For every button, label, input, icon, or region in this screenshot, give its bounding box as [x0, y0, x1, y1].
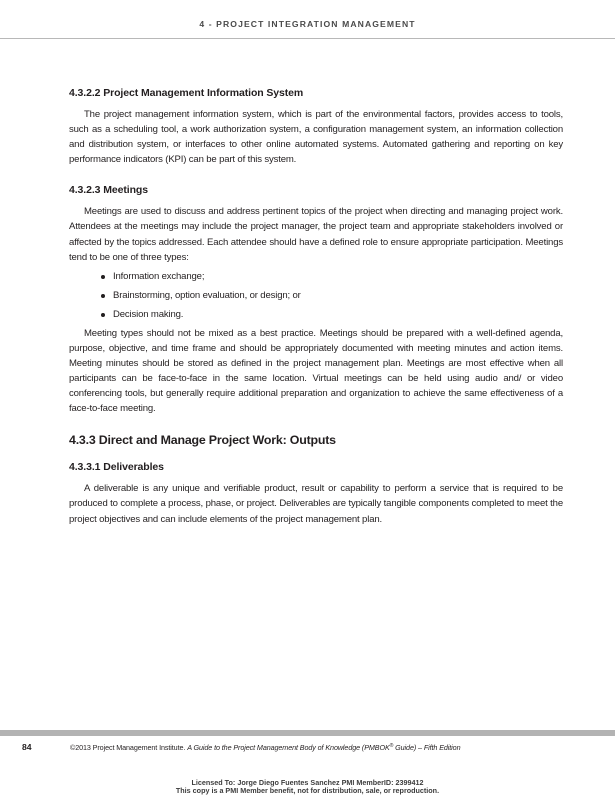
footer-divider	[0, 730, 615, 736]
paragraph-pmis: The project management information system, which is part of the environmental factors, provides access to tools, such as a scheduling tool, a work authorization system, a configuration management system, an information collection and distribution system, or interfaces to other online automated systems. Automated gathering and reporting on key performance indicators (KPI) can be part of this system.	[69, 109, 563, 166]
paragraph-deliverables: A deliverable is any unique and verifiable product, result or capability to perform a service that is required to be produced to complete a process, phase, or project. Deliverables are typically tangible components completed to meet the project objectives and can include elements of the project management plan.	[69, 483, 563, 525]
section-heading-outputs: 4.3.3 Direct and Manage Project Work: Outputs	[69, 433, 336, 448]
section-deliverables	[69, 460, 563, 526]
page-header	[0, 0, 615, 39]
page-number: 84	[22, 742, 32, 752]
section-meetings	[69, 183, 563, 416]
meeting-types-list	[69, 269, 563, 322]
copyright-title-text: A Guide to the Project Management Body of Knowledge (PMBOK	[187, 743, 390, 752]
copyright-title-suffix: Guide) – Fifth Edition	[393, 743, 461, 752]
paragraph-meetings-practice: Meeting types should not be mixed as a best practice. Meetings should be prepared with a well-defined agenda, purpose, objective, and time frame and should be appropriately documented with meeting minutes and action items. Meeting minutes should be stored as defined in the project management plan. Meetings are most effective when all participants can be face-to-face in the same location. Virtual meetings can be held using audio and/ or video conferencing tools, but generally require additional preparation and organization to achieve the same effectiveness of a face-to-face meeting.	[69, 327, 563, 415]
list-item-text: Information exchange;	[113, 270, 205, 282]
header-title: 4 - PROJECT INTEGRATION MANAGEMENT	[199, 19, 416, 29]
bullet-icon	[101, 275, 105, 279]
list-item	[101, 307, 563, 322]
section-heading-meetings: 4.3.2.3 Meetings	[69, 184, 148, 197]
license-notice	[0, 779, 615, 795]
list-item	[101, 269, 563, 284]
license-line-1: Licensed To: Jorge Diego Fuentes Sanchez PMI MemberID: 2399412	[191, 778, 424, 787]
bullet-icon	[101, 313, 105, 317]
section-heading-deliverables: 4.3.3.1 Deliverables	[69, 461, 164, 474]
list-item-text: Brainstorming, option evaluation, or design; or	[113, 289, 301, 301]
copyright-notice	[70, 743, 460, 752]
section-heading-pmis: 4.3.2.2 Project Management Information System	[69, 87, 304, 99]
license-line-2: This copy is a PMI Member benefit, not for distribution, sale, or reproduction.	[175, 786, 440, 795]
list-item	[101, 288, 563, 303]
list-item-text: Decision making.	[113, 308, 184, 320]
registered-mark: ®	[389, 743, 394, 749]
paragraph-meetings-intro: Meetings are used to discuss and address pertinent topics of the project when directing and managing project work. Attendees at the meetings may include the project manager, the project team and appropriate stakeholders involved or affected by the topics addressed. Each attendee should have a defined role to ensure appropriate participation. Meetings tend to be one of three types:	[69, 206, 563, 263]
page-content	[69, 86, 563, 527]
section-pmis	[69, 86, 563, 167]
bullet-icon	[101, 294, 105, 298]
copyright-prefix: ©2013 Project Management Institute.	[70, 743, 186, 752]
copyright-title	[187, 743, 460, 752]
